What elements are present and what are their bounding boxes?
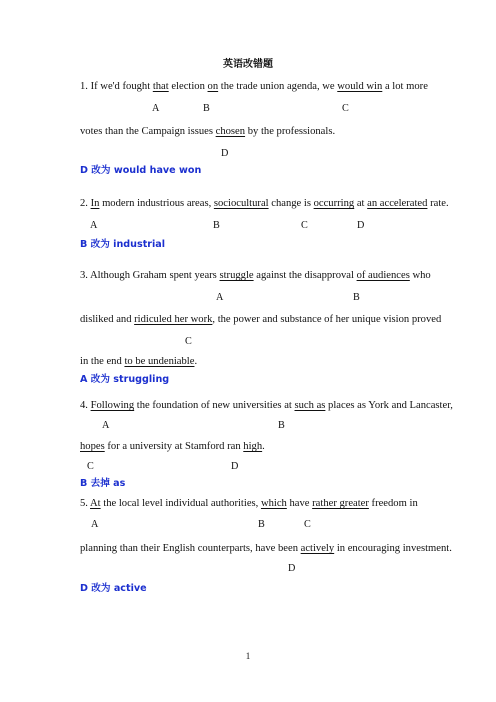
question-1-line-2: votes than the Campaign issues chosen by the professionals. bbox=[80, 126, 336, 137]
q4-mark-d: D bbox=[231, 461, 239, 472]
page-number: 1 bbox=[245, 651, 251, 661]
q3-answer: A 改为 struggling bbox=[80, 374, 170, 385]
q4-mark-c: C bbox=[87, 461, 94, 472]
q5-answer: D 改为 active bbox=[80, 583, 147, 594]
question-4-line-1: 4. Following the foundation of new universities at such as places as York and Lancaster, bbox=[80, 400, 453, 411]
q4-mark-a: A bbox=[102, 420, 110, 431]
question-5-line-1: 5. At the local level individual authorities, which have rather greater freedom in bbox=[80, 498, 418, 509]
q2-mark-c: C bbox=[301, 220, 308, 231]
q3-mark-a: A bbox=[216, 292, 224, 303]
question-1-line-1: 1. If we'd fought that election on the trade union agenda, we would win a lot more bbox=[80, 81, 428, 92]
q2-answer: B 改为 industrial bbox=[80, 239, 166, 250]
q1-mark-d: D bbox=[221, 148, 229, 159]
q4-answer: B 去掉 as bbox=[80, 478, 126, 489]
q1-answer: D 改为 would have won bbox=[80, 165, 202, 176]
question-3-line-1: 3. Although Graham spent years struggle against the disapproval of audiences who bbox=[80, 270, 431, 281]
question-3-line-3: in the end to be undeniable. bbox=[80, 356, 198, 367]
q2-mark-a: A bbox=[90, 220, 98, 231]
q3-mark-c: C bbox=[185, 336, 192, 347]
q1-mark-a: A bbox=[152, 103, 160, 114]
document-title: 英语改错题 bbox=[223, 59, 273, 70]
q5-mark-b: B bbox=[258, 519, 265, 530]
question-4-line-2: hopes for a university at Stamford ran high. bbox=[80, 441, 265, 452]
q5-mark-c: C bbox=[304, 519, 311, 530]
q2-mark-d: D bbox=[357, 220, 365, 231]
q5-mark-d: D bbox=[288, 563, 296, 574]
q5-mark-a: A bbox=[91, 519, 99, 530]
q1-mark-c: C bbox=[342, 103, 349, 114]
q4-mark-b: B bbox=[278, 420, 285, 431]
question-2-line-1: 2. In modern industrious areas, sociocultural change is occurring at an accelerated rate. bbox=[80, 198, 449, 209]
q1-mark-b: B bbox=[203, 103, 210, 114]
question-3-line-2: disliked and ridiculed her work, the power and substance of her unique vision proved bbox=[80, 314, 442, 325]
q2-mark-b: B bbox=[213, 220, 220, 231]
question-5-line-2: planning than their English counterparts, have been actively in encouraging investment. bbox=[80, 543, 452, 554]
q3-mark-b: B bbox=[353, 292, 360, 303]
